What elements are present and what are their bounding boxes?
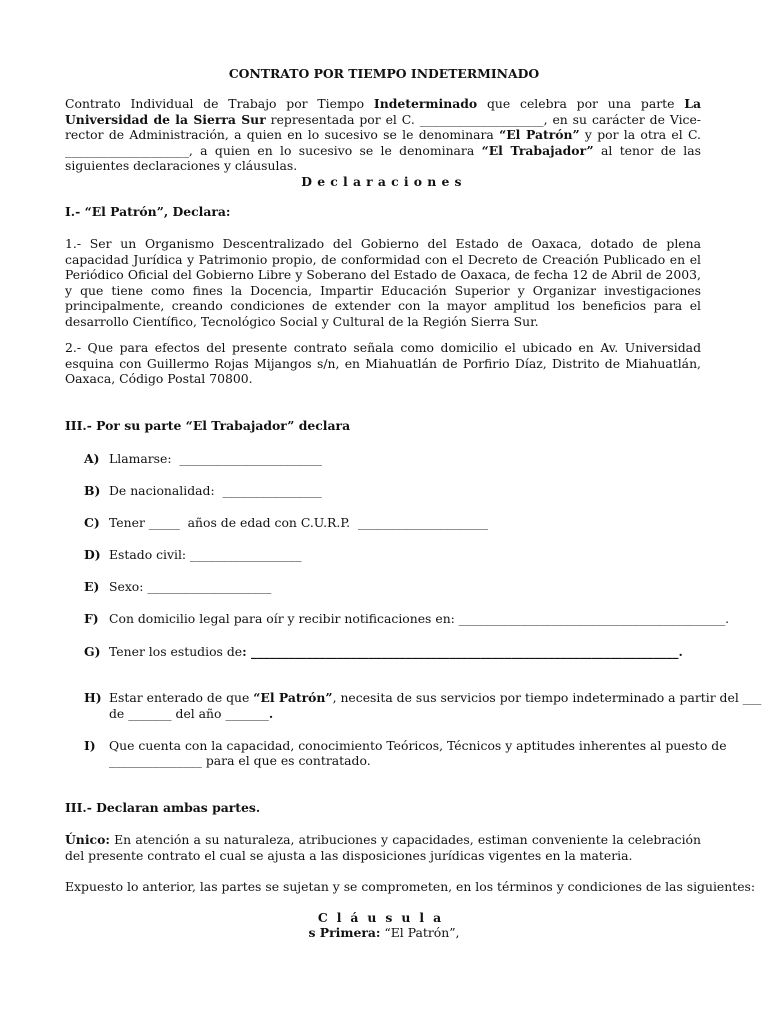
item-letter: A) (84, 451, 100, 466)
intro-text-2: que celebra por una parte (477, 96, 685, 111)
expuesto-paragraph: Expuesto lo anterior, las partes se sujetan y se comprometen, en los términos y condiciones de las siguientes: (65, 879, 756, 894)
unico-text: En atención a su naturaleza, atribuciones y capacidades, estiman conveniente la celebración del presente contrato el cual se ajusta a las disposiciones jurídicas vigentes en la materia. (65, 832, 701, 863)
item-text-line-2 (109, 706, 273, 721)
item-letter: B) (84, 483, 101, 498)
document-title: CONTRATO POR TIEMPO INDETERMINADO (228, 66, 540, 81)
section-1-heading: I.- “El Patrón”, Declara: (65, 204, 231, 219)
item-letter: C) (84, 515, 100, 530)
intro-text-4: y por la otra el C. ____________________, a quien en lo sucesivo se le denominara (65, 127, 701, 158)
item-text (109, 644, 683, 659)
item-letter: I) (84, 738, 96, 753)
declaraciones-heading: Declaraciones (301, 174, 467, 189)
declaration-1: 1.- Ser un Organismo Descentralizado del Gobierno del Estado de Oaxaca, dotado de plena capacidad Jurídica y Patrimonio propio, de conformidad con el Decreto de Creación Publicado en el Periódico Oficial del Gobierno Libre y Soberano del Estado de Oaxaca, de fecha 12 de Abril de 2003, y que tiene como fines la Docencia, Impartir Educación Superior y Organizar investigaciones principalmente, creando condiciones de extender con la mayor amplitud los beneficios para el desarrollo Científico, Tecnológico Social y Cultural de la Región Sierra Sur. (65, 236, 701, 329)
item-letter: H) (84, 690, 102, 705)
unico-paragraph (65, 832, 701, 863)
item-text: Con domicilio legal para oír y recibir notificaciones en: ___________________________________________. (109, 611, 730, 626)
clausulas-heading: Cláusula (317, 910, 451, 925)
intro-paragraph (65, 96, 701, 174)
unico-label: Único: (65, 832, 110, 847)
declaration-2: 2.- Que para efectos del presente contrato señala como domicilio el ubicado en Av. Universidad esquina con Guillermo Rojas Mijangos s/n, en Miahuatlán de Porfirio Díaz, Distrito de Miahuatlán, Oaxaca, Código Postal 70800. (65, 340, 701, 387)
item-text-b: : _____________________________________________________________________. (242, 644, 683, 659)
item-line2-b: . (268, 706, 274, 721)
item-line2-a: de _______ del año _______ (109, 706, 269, 721)
item-bold: “El Patrón” (253, 690, 333, 705)
item-text: Estado civil: __________________ (109, 547, 302, 562)
intro-bold-3: “El Patrón” (499, 127, 580, 143)
item-text-a: Tener los estudios de (109, 644, 243, 659)
item-text: De nacionalidad: ________________ (109, 483, 322, 498)
clausula-first-text: “El Patrón”, (380, 925, 460, 940)
item-text-b: , necesita de sus servicios por tiempo indeterminado a partir del ___ (332, 690, 762, 705)
intro-bold-2: La Universidad de la Sierra Sur (65, 96, 701, 127)
item-letter: D) (84, 547, 101, 562)
intro-bold-4: “El Trabajador” (481, 142, 594, 158)
item-text: Sexo: ____________________ (109, 579, 272, 594)
item-text-line-2: _______________ para el que es contratado. (109, 753, 371, 768)
intro-text-5: al tenor de las siguientes declaraciones y cláusulas. (65, 142, 701, 174)
intro-text-1: Contrato Individual de Trabajo por Tiempo (65, 96, 374, 111)
intro-bold-1: Indeterminado (373, 96, 478, 111)
item-letter: G) (84, 644, 101, 659)
section-both-heading: III.- Declaran ambas partes. (65, 800, 261, 815)
item-text (109, 690, 761, 705)
clausula-first-label: s Primera: (308, 925, 381, 940)
item-text: Tener _____ años de edad con C.U.R.P. _____________________ (109, 515, 489, 530)
item-text-a: Estar enterado de que (109, 690, 254, 705)
section-3-heading: III.- Por su parte “El Trabajador” declara (65, 418, 351, 433)
intro-text-3: representada por el C. ____________________, en su carácter de Vice-rector de Administración, a quien en lo sucesivo se le denominara (65, 111, 701, 143)
item-letter: F) (84, 611, 99, 626)
clausula-first (0, 925, 768, 941)
item-text: Llamarse: _______________________ (109, 451, 322, 466)
item-text: Que cuenta con la capacidad, conocimiento Teóricos, Técnicos y aptitudes inherentes al puesto de (109, 738, 727, 753)
item-letter: E) (84, 579, 100, 594)
